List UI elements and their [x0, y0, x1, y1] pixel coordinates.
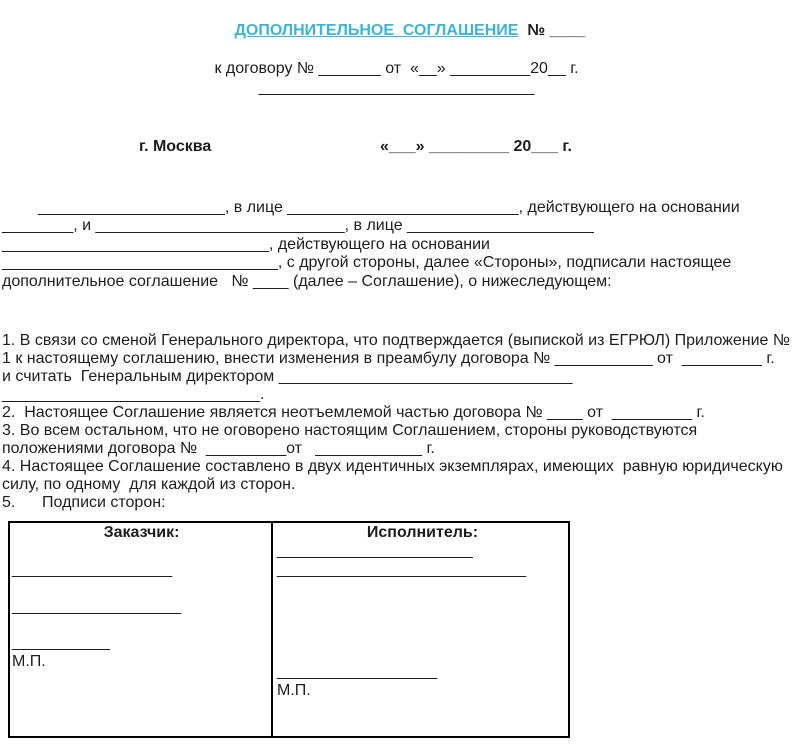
signature-blank: __________________ [12, 560, 173, 578]
signature-blank: ______________________ [277, 542, 473, 560]
contract-reference-line: к договору № _______ от «__» _________20__ г. [214, 60, 579, 77]
clause-line: 1 к настоящему соглашению, внести изменения в преамбулу договора № ___________ от _________ г. [2, 350, 775, 367]
header-blank-line: _______________________________ [258, 79, 535, 96]
signature-blank: __________________ [277, 663, 438, 681]
preamble-line: ______________________________, действующего на основании [2, 235, 490, 253]
signatures-table [8, 521, 570, 738]
contractor-signature-cell [273, 523, 568, 736]
customer-signature-cell [10, 523, 273, 736]
city-label: г. Москва [139, 138, 212, 155]
clauses [2, 332, 791, 512]
clause-line: 2. Настоящее Соглашение является неотъемлемой частью договора № ____ от _________ г. [2, 404, 705, 421]
clause-line: силу, по одному для каждой из сторон. [2, 476, 296, 493]
preamble-line: _______________________________, с другой стороны, далее «Стороны», подписали настоящее [2, 254, 732, 272]
document-title: ДОПОЛНИТЕЛЬНОЕ СОГЛАШЕНИЕ [234, 22, 519, 39]
preamble [2, 199, 791, 291]
contractor-seal-label: М.П. [277, 681, 311, 699]
preamble-line: ________, и ____________________________, в лице _____________________ [2, 217, 594, 235]
clause-line: 4. Настоящее Соглашение составлено в двух идентичных экземплярах, имеющих равную юридическую [2, 458, 783, 475]
document-number-blank: № ____ [518, 22, 586, 39]
clause-line: 5. Подписи сторон: [2, 494, 166, 511]
date-blank: «___» _________ 20___ г. [380, 138, 572, 155]
document-header [0, 2, 793, 97]
city-date-row [0, 138, 793, 157]
document-title-line [0, 2, 793, 59]
customer-seal-label: М.П. [12, 652, 46, 670]
signature-blank [12, 579, 271, 597]
clause-line: 1. В связи со сменой Генерального директора, что подтверждается (выпиской из ЕГРЮЛ) Приложение № [2, 332, 791, 349]
signature-blank [12, 616, 271, 634]
preamble-line: _____________________, в лице __________________________, действующего на основании [38, 199, 740, 216]
customer-header: Заказчик: [103, 524, 180, 541]
signature-blank [12, 542, 271, 560]
signature-blank: ___________ [12, 634, 110, 652]
clause-line: и считать Генеральным директором _________________________________ [2, 368, 573, 385]
clause-line: _____________________________. [2, 386, 265, 403]
spacer [277, 579, 568, 663]
clause-line: положениями договора № _________от ____________ г. [2, 440, 435, 457]
signature-blank: ___________________ [12, 597, 182, 615]
preamble-line: дополнительное соглашение № ____ (далее – Соглашение), о нижеследующем: [2, 272, 612, 290]
contractor-header: Исполнитель: [366, 524, 479, 541]
clause-line: 3. Во всем остальном, что не оговорено настоящим Соглашением, стороны руководствуются [2, 422, 698, 439]
signature-blank: ____________________________ [277, 560, 527, 578]
